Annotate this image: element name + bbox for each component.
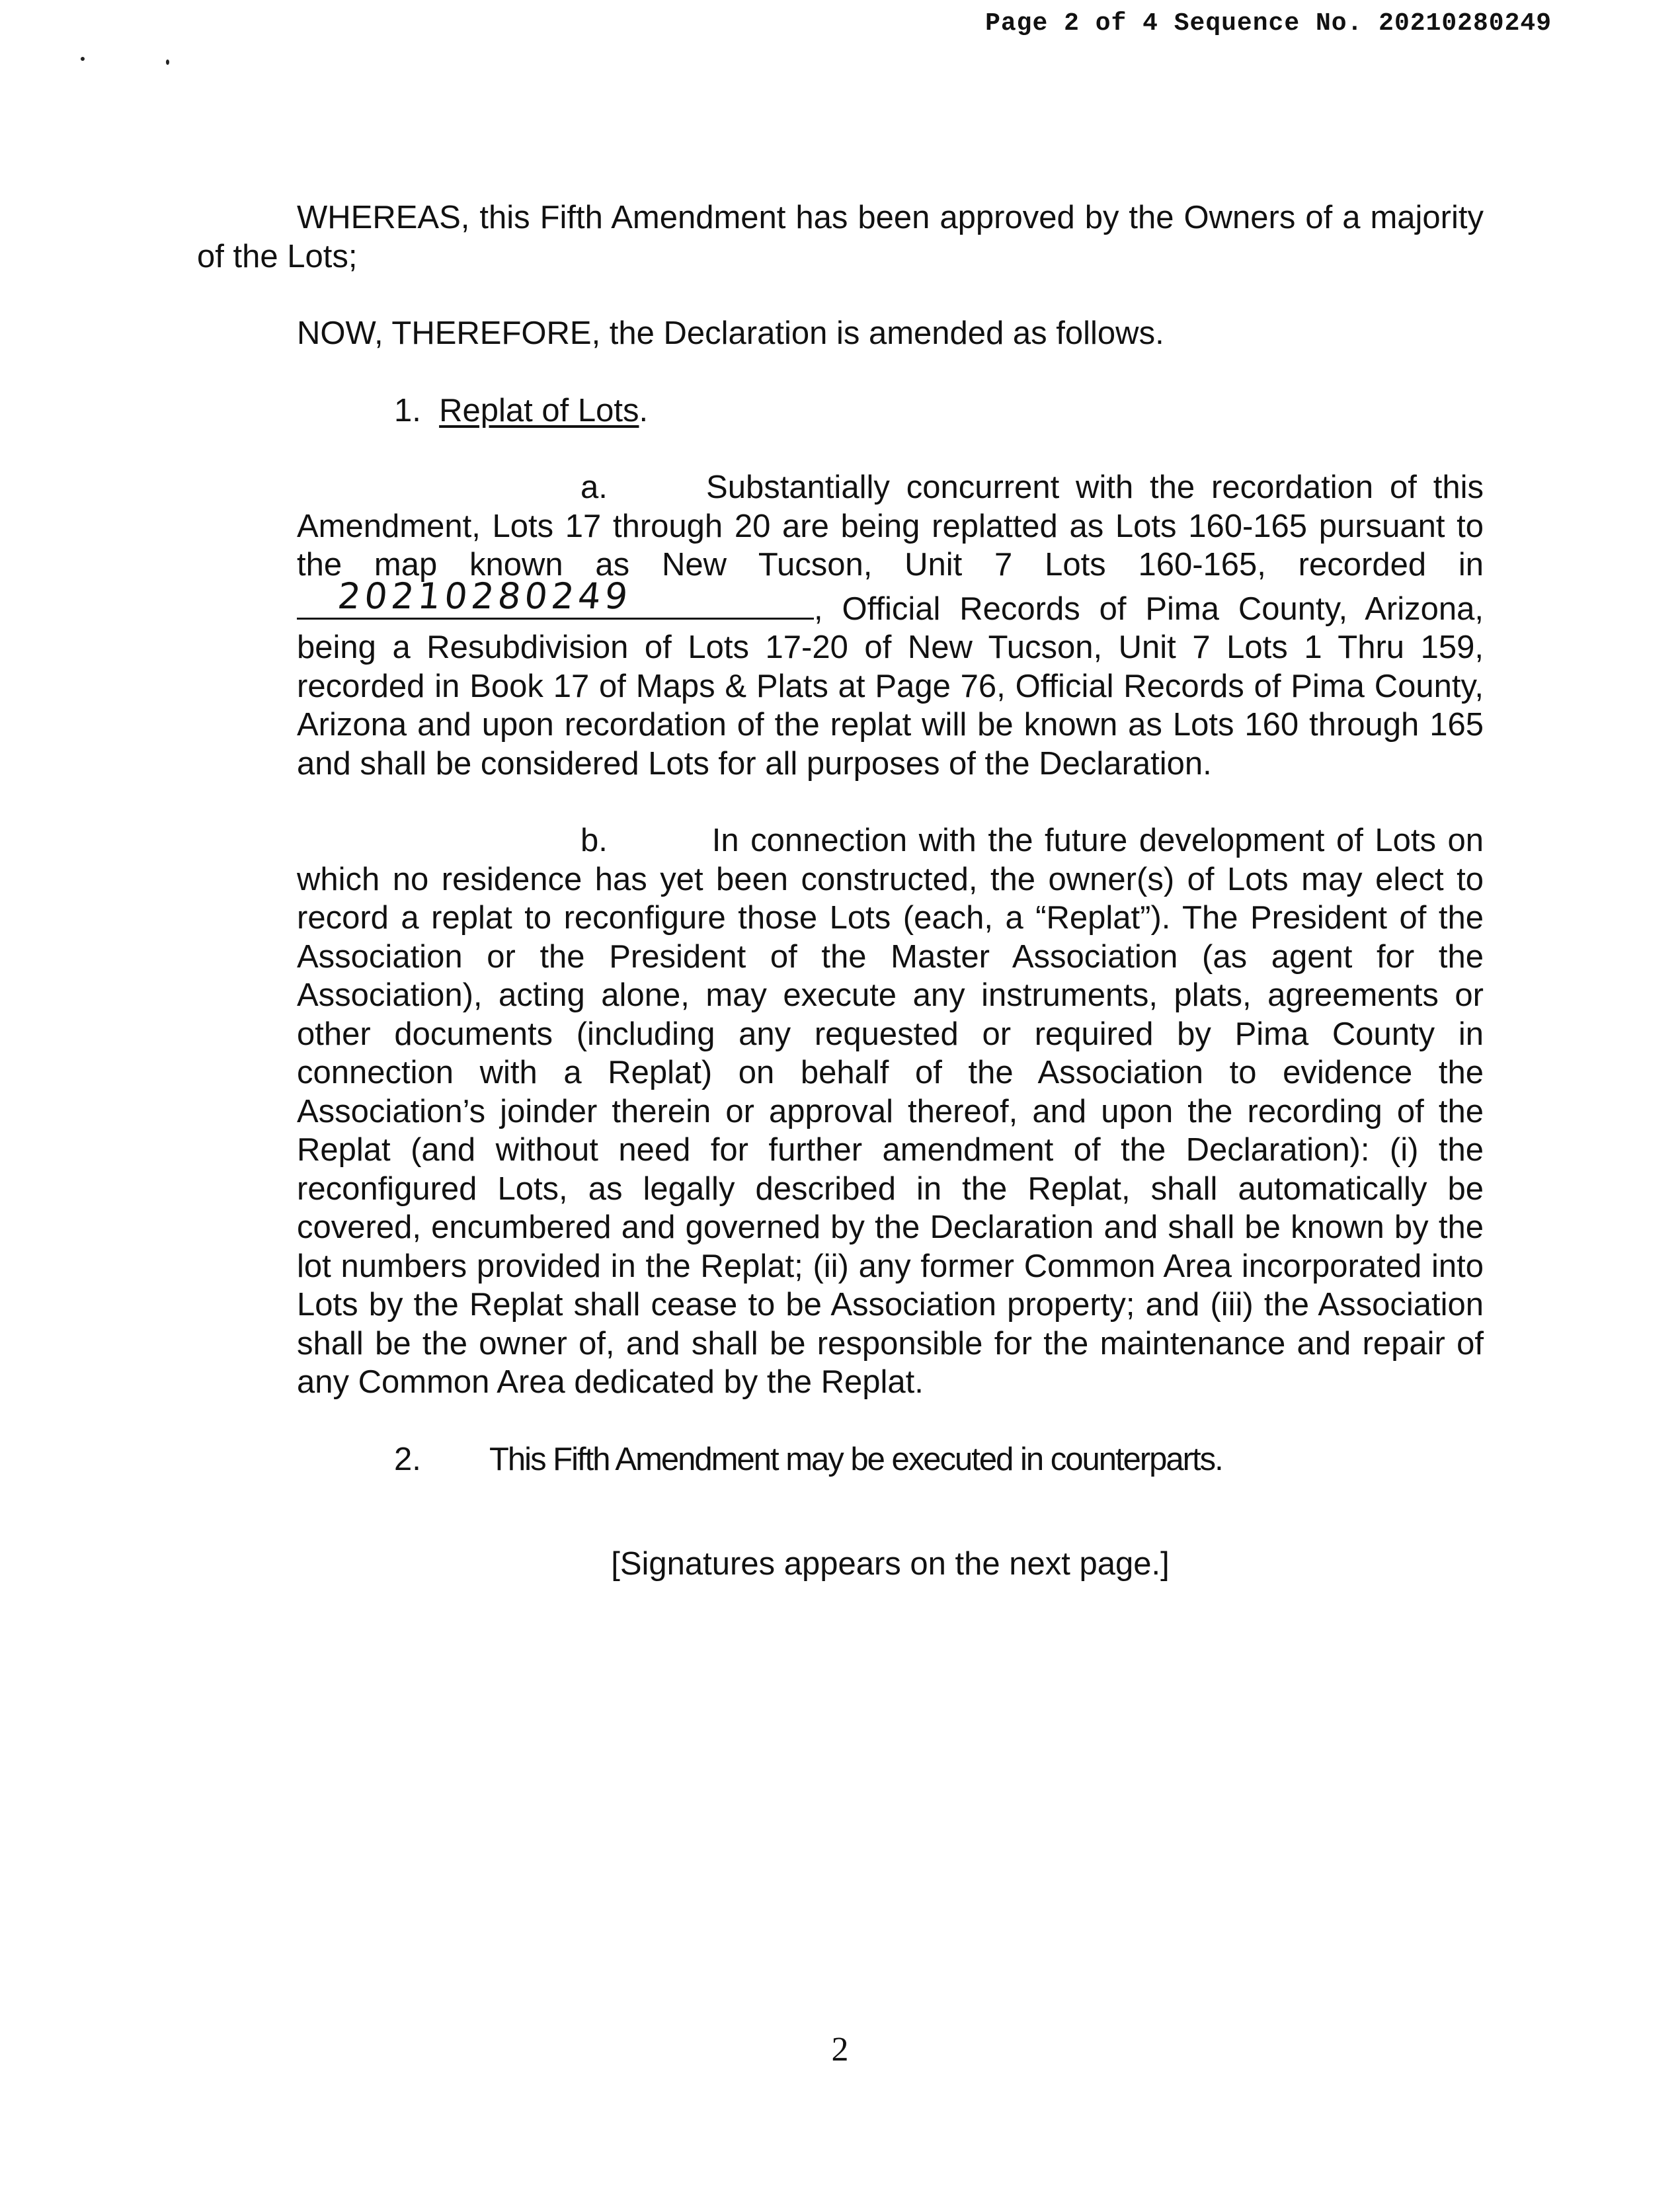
page-number: 2 — [831, 2031, 849, 2068]
section-1-title-suffix: . — [639, 392, 649, 429]
handwritten-recording-number: 20210280249 — [335, 575, 634, 617]
now-therefore-clause: NOW, THEREFORE, the Declaration is amended as follows. — [297, 315, 1164, 351]
paragraph-a-letter: a. — [580, 470, 608, 505]
recording-number-blank — [297, 575, 814, 620]
paragraph-a — [297, 468, 1484, 783]
section-1-number: 1. — [394, 392, 421, 429]
section-2-number: 2. — [394, 1441, 421, 1477]
paragraph-b — [297, 821, 1484, 1402]
document-body — [197, 198, 1484, 1584]
section-1-title: Replat of Lots — [439, 392, 639, 429]
whereas-clause: WHEREAS, this Fifth Amendment has been approved by the Owners of a majority of the Lots; — [197, 200, 1484, 274]
recording-stamp-header: Page 2 of 4 Sequence No. 20210280249 — [985, 9, 1552, 38]
paragraph-a-text-1: Substantially concurrent with the recordation of this Amendment, Lots 17 through 20 are being replatted as Lots 160-165 pursuant to the map known as New Tucson, Unit 7 Lots 160-165, recorded in — [297, 470, 1484, 583]
section-2 — [394, 1440, 1484, 1479]
signatures-note: [Signatures appears on the next page.] — [611, 1546, 1170, 1582]
section-2-text: This Fifth Amendment may be executed in counterparts. — [489, 1441, 1222, 1477]
paragraph-b-text: In connection with the future development of Lots on which no residence has yet been constructed, the owner(s) of Lots may elect to record a replat to reconfigure those Lots (each, a “Replat”). The President of the Association or the President of the Master Association (as agent for the Association), acting alone, may execute any instruments, plats, agreements or other documents (including any requested or required by Pima County in connection with a Replat) on behalf of the Association to evidence the Association’s joinder therein or approval thereof, and upon the recording of the Replat (and without need for further amendment of the Declaration): (i) the reconfigured Lots, as legally described in the Replat, shall automatically be covered, encumbered and governed by the Declaration and shall be known by the lot numbers provided in the Replat; (ii) any former Common Area incorporated into Lots by the Replat shall cease to be Association property; and (iii) the Association shall be the owner of, and shall be responsible for the maintenance and repair of any Common Area dedicated by the Replat. — [297, 823, 1484, 1400]
paragraph-b-letter: b. — [580, 823, 608, 858]
scan-speck — [166, 60, 169, 65]
paragraph-a-text-2: , Official Records of Pima County, Arizona, being a Resubdivision of Lots 17-20 of New Tucson, Unit 7 Lots 1 Thru 159, recorded in Book 17 of Maps & Plats at Page 76, Official Records of Pima County, Arizona and upon recordation of the replat will be known as Lots 160 through 165 and shall be considered Lots for all purposes of the Declaration. — [297, 591, 1484, 782]
section-1-heading — [394, 391, 1484, 430]
scan-speck — [81, 57, 85, 61]
